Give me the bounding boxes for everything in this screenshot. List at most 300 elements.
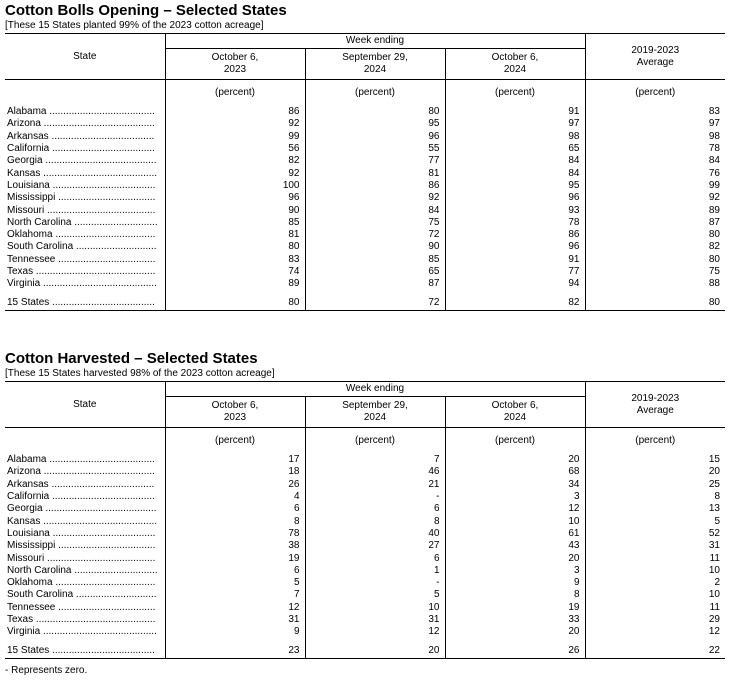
table-row xyxy=(5,552,725,564)
state-name xyxy=(5,602,165,614)
value-cell: 8 xyxy=(165,515,305,527)
value-cell: 98 xyxy=(585,131,725,143)
unit-row xyxy=(5,428,725,455)
leader-dots: ................................... xyxy=(55,601,156,613)
table-row xyxy=(5,528,725,540)
leader-dots: ...................................... xyxy=(46,454,155,466)
total-value-cell: 22 xyxy=(585,644,725,659)
table-row xyxy=(5,106,725,118)
leader-dots: .................................... xyxy=(52,229,156,241)
value-cell: 34 xyxy=(445,479,585,491)
header-line: 2019-2023 xyxy=(631,44,680,56)
value-cell: 5 xyxy=(165,577,305,589)
value-cell: 10 xyxy=(585,565,725,577)
table-subtitle: [These 15 States planted 99% of the 2023 cotton acreage] xyxy=(5,20,264,31)
value-cell: 100 xyxy=(165,180,305,192)
value-cell: 20 xyxy=(445,552,585,564)
leader-dots: ..................................... xyxy=(49,491,155,503)
header-line: 2023 xyxy=(223,412,247,423)
header-line: 2024 xyxy=(363,412,387,423)
header-line: 2024 xyxy=(363,64,387,75)
state-name xyxy=(5,626,165,638)
value-cell: 31 xyxy=(305,614,445,626)
table-row xyxy=(5,602,725,614)
state-label: Kansas xyxy=(7,167,41,179)
value-cell: 81 xyxy=(165,229,305,241)
value-cell: 92 xyxy=(305,192,445,204)
value-cell: 29 xyxy=(585,614,725,626)
value-cell: 3 xyxy=(445,491,585,503)
leader-dots: ........................................ xyxy=(40,118,155,130)
state-label: Mississippi xyxy=(7,192,56,204)
value-cell: 83 xyxy=(585,106,725,118)
value-cell: 20 xyxy=(585,466,725,478)
state-name xyxy=(5,503,165,515)
value-cell: 9 xyxy=(165,626,305,638)
leader-dots: ..................................... xyxy=(49,527,156,539)
state-label: Mississippi xyxy=(7,540,56,552)
value-cell: - xyxy=(305,577,445,589)
value-cell: 31 xyxy=(585,540,725,552)
value-cell: 8 xyxy=(585,491,725,503)
header-line: October 6, xyxy=(491,52,539,63)
value-cell: 80 xyxy=(165,241,305,253)
value-cell: 17 xyxy=(165,454,305,466)
value-cell: 85 xyxy=(305,254,445,266)
leader-dots: ..................................... xyxy=(49,645,155,657)
state-label: South Carolina xyxy=(7,241,74,253)
value-cell: 82 xyxy=(585,241,725,253)
leader-dots: ..................................... xyxy=(48,130,155,142)
value-cell: 65 xyxy=(445,143,585,155)
value-cell: 91 xyxy=(445,106,585,118)
state-name xyxy=(5,131,165,143)
value-cell: 10 xyxy=(445,515,585,527)
value-cell: 72 xyxy=(305,229,445,241)
value-cell: 84 xyxy=(445,155,585,167)
value-cell: 78 xyxy=(445,217,585,229)
leader-dots: ........................................... xyxy=(33,266,156,277)
value-cell: 11 xyxy=(585,602,725,614)
unit-spacer-cell xyxy=(5,80,165,107)
state-name xyxy=(5,466,165,478)
table-title: Cotton Harvested – Selected States xyxy=(5,350,258,367)
leader-dots: ......................................... xyxy=(40,167,158,179)
value-cell: 3 xyxy=(445,565,585,577)
state-name xyxy=(5,540,165,552)
unit-label: (percent) xyxy=(585,80,725,107)
value-cell: 5 xyxy=(585,515,725,527)
leader-dots: ......................................... xyxy=(40,515,158,527)
value-cell: 89 xyxy=(165,278,305,290)
date-column-header xyxy=(445,397,585,428)
state-label: Georgia xyxy=(7,503,43,515)
leader-dots: ...................................... xyxy=(46,106,155,118)
table-row xyxy=(5,254,725,266)
state-name xyxy=(5,217,165,229)
value-cell: 65 xyxy=(305,266,445,278)
state-label: California xyxy=(7,491,50,503)
table-row xyxy=(5,454,725,466)
value-cell: 88 xyxy=(585,278,725,290)
total-value-cell: 20 xyxy=(305,644,445,659)
table-row xyxy=(5,180,725,192)
value-cell: 86 xyxy=(165,106,305,118)
header-line: 2023 xyxy=(223,64,247,75)
value-cell: 93 xyxy=(445,204,585,216)
average-column-header xyxy=(585,382,725,428)
value-cell: 25 xyxy=(585,479,725,491)
table-row xyxy=(5,491,725,503)
state-label: Georgia xyxy=(7,155,43,167)
table-row xyxy=(5,217,725,229)
leader-dots: .............................. xyxy=(71,564,158,576)
value-cell: 11 xyxy=(585,552,725,564)
table-row xyxy=(5,155,725,167)
state-label: Louisiana xyxy=(7,179,50,191)
date-column-header xyxy=(305,49,445,80)
table-row xyxy=(5,466,725,478)
value-cell: 97 xyxy=(445,118,585,130)
date-column-header xyxy=(165,49,305,80)
value-cell: 52 xyxy=(585,528,725,540)
state-label: South Carolina xyxy=(7,589,74,601)
date-column-header xyxy=(305,397,445,428)
value-cell: 76 xyxy=(585,167,725,179)
table-row xyxy=(5,204,725,216)
unit-label: (percent) xyxy=(305,80,445,107)
value-cell: 96 xyxy=(445,241,585,253)
value-cell: 68 xyxy=(445,466,585,478)
state-label: Texas xyxy=(7,614,34,625)
value-cell: 8 xyxy=(445,589,585,601)
footnote: - Represents zero. xyxy=(5,665,88,676)
leader-dots: .............................. xyxy=(71,216,158,228)
value-cell: 80 xyxy=(305,106,445,118)
value-cell: 56 xyxy=(165,143,305,155)
table-subtitle: [These 15 States harvested 98% of the 2023 cotton acreage] xyxy=(5,368,275,379)
state-label: Arkansas xyxy=(7,478,49,490)
leader-dots: ........................................ xyxy=(42,503,157,515)
table-row xyxy=(5,143,725,155)
state-label: Oklahoma xyxy=(7,577,53,589)
value-cell: 90 xyxy=(165,204,305,216)
state-label: North Carolina xyxy=(7,564,72,576)
value-cell: 80 xyxy=(585,229,725,241)
header-line: Average xyxy=(636,56,674,68)
unit-label: (percent) xyxy=(165,428,305,455)
value-cell: 80 xyxy=(585,254,725,266)
harvested-section xyxy=(5,350,725,659)
value-cell: 6 xyxy=(305,503,445,515)
table-row xyxy=(5,589,725,601)
table-row xyxy=(5,241,725,253)
leader-dots: ........................................ xyxy=(40,466,155,478)
value-cell: 13 xyxy=(585,503,725,515)
table-row xyxy=(5,278,725,290)
bolls-opening-table xyxy=(5,33,725,311)
state-name xyxy=(5,479,165,491)
value-cell: 75 xyxy=(305,217,445,229)
value-cell: 9 xyxy=(445,577,585,589)
state-name xyxy=(5,180,165,192)
harvested-table xyxy=(5,381,725,659)
value-cell: 94 xyxy=(445,278,585,290)
total-value-cell: 80 xyxy=(585,296,725,311)
unit-row xyxy=(5,80,725,107)
leader-dots: ............................. xyxy=(73,589,157,601)
value-cell: 43 xyxy=(445,540,585,552)
unit-label: (percent) xyxy=(585,428,725,455)
date-column-header xyxy=(445,49,585,80)
header-line: 2024 xyxy=(503,64,527,75)
value-cell: 85 xyxy=(165,217,305,229)
total-label xyxy=(5,296,165,311)
value-cell: 12 xyxy=(165,602,305,614)
state-label: Arizona xyxy=(7,466,41,478)
table-row xyxy=(5,503,725,515)
state-name xyxy=(5,266,165,278)
state-label: Arkansas xyxy=(7,130,49,142)
value-cell: 55 xyxy=(305,143,445,155)
state-label: Alabama xyxy=(7,106,47,118)
table-row xyxy=(5,565,725,577)
value-cell: 38 xyxy=(165,540,305,552)
table-row xyxy=(5,266,725,278)
state-label: Tennessee xyxy=(7,601,56,613)
value-cell: 31 xyxy=(165,614,305,626)
value-cell: 5 xyxy=(305,589,445,601)
leader-dots: ..................................... xyxy=(48,478,155,490)
header-line: 2024 xyxy=(503,412,527,423)
total-value-cell: 23 xyxy=(165,644,305,659)
state-column-header: State xyxy=(5,34,165,80)
total-value-cell: 80 xyxy=(165,296,305,311)
unit-label: (percent) xyxy=(165,80,305,107)
value-cell: 84 xyxy=(445,167,585,179)
leader-dots: ........................................ xyxy=(42,155,157,167)
leader-dots: ................................... xyxy=(55,253,156,265)
value-cell: 2 xyxy=(585,577,725,589)
state-name xyxy=(5,491,165,503)
value-cell: 20 xyxy=(445,626,585,638)
total-value-cell: 26 xyxy=(445,644,585,659)
table-row xyxy=(5,131,725,143)
value-cell: 26 xyxy=(165,479,305,491)
value-cell: 83 xyxy=(165,254,305,266)
value-cell: 12 xyxy=(305,626,445,638)
state-name xyxy=(5,515,165,527)
value-cell: 21 xyxy=(305,479,445,491)
table-row xyxy=(5,229,725,241)
value-cell: 77 xyxy=(445,266,585,278)
value-cell: 95 xyxy=(445,180,585,192)
header-line: October 6, xyxy=(491,400,539,411)
total-value-cell: 72 xyxy=(305,296,445,311)
table-row xyxy=(5,515,725,527)
state-name xyxy=(5,589,165,601)
value-cell: 10 xyxy=(305,602,445,614)
state-label: Texas xyxy=(7,266,34,277)
state-name xyxy=(5,118,165,130)
leader-dots: ..................................... xyxy=(49,297,155,309)
table-row xyxy=(5,479,725,491)
state-column-header: State xyxy=(5,382,165,428)
value-cell: 96 xyxy=(305,131,445,143)
value-cell: 99 xyxy=(585,180,725,192)
total-label xyxy=(5,644,165,659)
state-label: Oklahoma xyxy=(7,229,53,241)
state-name xyxy=(5,229,165,241)
value-cell: 99 xyxy=(165,131,305,143)
bolls-opening-section xyxy=(5,2,725,311)
week-ending-header: Week ending xyxy=(165,382,585,397)
leader-dots: ................................... xyxy=(55,192,156,204)
state-name xyxy=(5,167,165,179)
state-name xyxy=(5,278,165,290)
state-name xyxy=(5,254,165,266)
header-line: October 6, xyxy=(211,400,259,411)
value-cell: 91 xyxy=(445,254,585,266)
total-row xyxy=(5,644,725,659)
value-cell: 1 xyxy=(305,565,445,577)
value-cell: 33 xyxy=(445,614,585,626)
value-cell: 97 xyxy=(585,118,725,130)
unit-spacer-cell xyxy=(5,428,165,455)
value-cell: 15 xyxy=(585,454,725,466)
state-name xyxy=(5,106,165,118)
value-cell: 46 xyxy=(305,466,445,478)
value-cell: 78 xyxy=(165,528,305,540)
value-cell: 84 xyxy=(305,204,445,216)
value-cell: 87 xyxy=(305,278,445,290)
value-cell: 82 xyxy=(165,155,305,167)
value-cell: 61 xyxy=(445,528,585,540)
value-cell: 86 xyxy=(445,229,585,241)
leader-dots: ......................................... xyxy=(40,278,157,290)
value-cell: 96 xyxy=(165,192,305,204)
state-name xyxy=(5,454,165,466)
unit-label: (percent) xyxy=(445,428,585,455)
total-row xyxy=(5,296,725,311)
value-cell: 19 xyxy=(445,602,585,614)
state-label: North Carolina xyxy=(7,216,72,228)
total-state-label: 15 States xyxy=(7,645,50,657)
state-name xyxy=(5,155,165,167)
value-cell: 40 xyxy=(305,528,445,540)
value-cell: 92 xyxy=(585,192,725,204)
leader-dots: ........................................... xyxy=(33,614,156,625)
value-cell: 92 xyxy=(165,167,305,179)
table-row xyxy=(5,167,725,179)
state-name xyxy=(5,528,165,540)
date-column-header xyxy=(165,397,305,428)
table-row xyxy=(5,614,725,626)
table-row xyxy=(5,577,725,589)
value-cell: 10 xyxy=(585,589,725,601)
value-cell: 12 xyxy=(445,503,585,515)
leader-dots: ................................... xyxy=(55,540,156,552)
unit-label: (percent) xyxy=(445,80,585,107)
state-name xyxy=(5,552,165,564)
value-cell: 27 xyxy=(305,540,445,552)
leader-dots: ..................................... xyxy=(49,179,156,191)
value-cell: 89 xyxy=(585,204,725,216)
value-cell: 81 xyxy=(305,167,445,179)
leader-dots: ....................................... xyxy=(44,552,156,564)
value-cell: 20 xyxy=(445,454,585,466)
state-name xyxy=(5,241,165,253)
value-cell: - xyxy=(305,491,445,503)
header-line: September 29, xyxy=(342,400,408,411)
leader-dots: .................................... xyxy=(52,577,156,589)
header-line: 2019-2023 xyxy=(631,392,680,404)
state-label: Virginia xyxy=(7,626,41,638)
leader-dots: ....................................... xyxy=(44,204,156,216)
value-cell: 7 xyxy=(305,454,445,466)
header-line: October 6, xyxy=(211,52,259,63)
value-cell: 6 xyxy=(165,503,305,515)
state-label: Arizona xyxy=(7,118,41,130)
value-cell: 19 xyxy=(165,552,305,564)
value-cell: 77 xyxy=(305,155,445,167)
total-value-cell: 82 xyxy=(445,296,585,311)
header-line: September 29, xyxy=(342,52,408,63)
value-cell: 8 xyxy=(305,515,445,527)
state-label: Missouri xyxy=(7,552,45,564)
state-name xyxy=(5,192,165,204)
value-cell: 98 xyxy=(445,131,585,143)
value-cell: 90 xyxy=(305,241,445,253)
value-cell: 7 xyxy=(165,589,305,601)
header-line: Average xyxy=(636,404,674,416)
value-cell: 87 xyxy=(585,217,725,229)
value-cell: 95 xyxy=(305,118,445,130)
average-column-header xyxy=(585,34,725,80)
state-label: Alabama xyxy=(7,454,47,466)
value-cell: 6 xyxy=(305,552,445,564)
value-cell: 6 xyxy=(165,565,305,577)
state-label: California xyxy=(7,143,50,155)
value-cell: 78 xyxy=(585,143,725,155)
value-cell: 96 xyxy=(445,192,585,204)
value-cell: 92 xyxy=(165,118,305,130)
state-name xyxy=(5,565,165,577)
value-cell: 74 xyxy=(165,266,305,278)
state-label: Virginia xyxy=(7,278,41,290)
state-name xyxy=(5,204,165,216)
table-row xyxy=(5,626,725,638)
unit-label: (percent) xyxy=(305,428,445,455)
state-name xyxy=(5,614,165,626)
value-cell: 86 xyxy=(305,180,445,192)
leader-dots: ............................. xyxy=(73,241,157,253)
state-label: Missouri xyxy=(7,204,45,216)
state-label: Louisiana xyxy=(7,527,50,539)
table-row xyxy=(5,118,725,130)
total-state-label: 15 States xyxy=(7,297,50,309)
value-cell: 18 xyxy=(165,466,305,478)
value-cell: 75 xyxy=(585,266,725,278)
value-cell: 4 xyxy=(165,491,305,503)
state-name xyxy=(5,143,165,155)
leader-dots: ......................................... xyxy=(40,626,157,638)
table-row xyxy=(5,192,725,204)
value-cell: 84 xyxy=(585,155,725,167)
table-title: Cotton Bolls Opening – Selected States xyxy=(5,2,287,19)
state-name xyxy=(5,577,165,589)
value-cell: 12 xyxy=(585,626,725,638)
